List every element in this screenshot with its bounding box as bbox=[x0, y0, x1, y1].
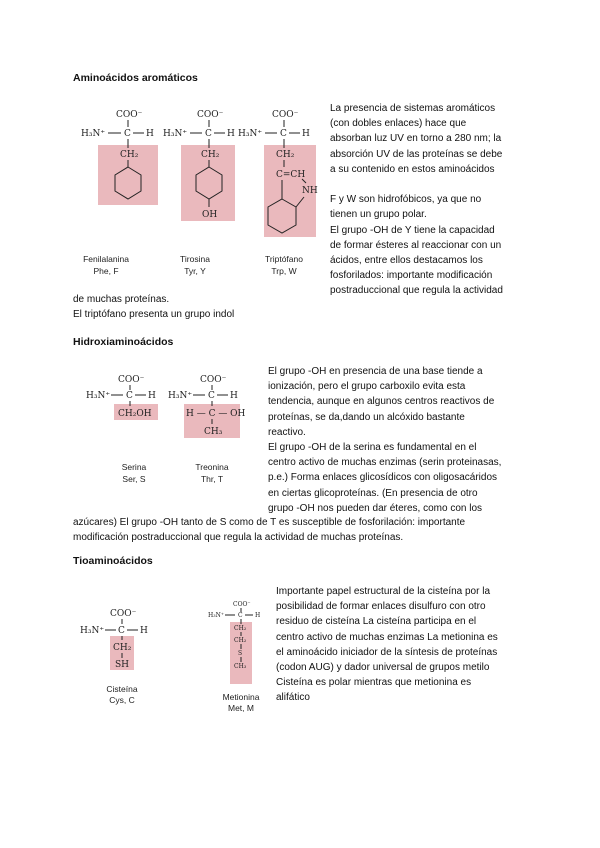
chem-text: COO⁻ bbox=[233, 601, 251, 608]
chem-text: H₃N⁺ bbox=[163, 129, 188, 139]
text-line: El grupo -OH en presencia de una base tiende a bbox=[268, 366, 483, 377]
indole-nh-label: NH bbox=[302, 186, 318, 196]
structure-tyrosine bbox=[163, 110, 235, 221]
chem-text: Met, M bbox=[228, 703, 254, 713]
structure-threonine bbox=[168, 375, 246, 438]
chem-text: COO⁻ bbox=[200, 375, 227, 385]
chem-text: H₃N⁺ bbox=[238, 129, 263, 139]
chem-text: C bbox=[238, 612, 243, 619]
chem-text: Treonina bbox=[195, 462, 229, 472]
text-line: F y W son hidrofóbicos, ya que no bbox=[330, 194, 482, 206]
chem-text: H bbox=[148, 391, 156, 401]
hydroxy-continuation bbox=[73, 515, 465, 545]
chem-text: Metionina bbox=[222, 692, 260, 702]
thiol-label: SH bbox=[115, 660, 130, 670]
structure-cysteine bbox=[80, 609, 148, 670]
text-line: postraduccional que regula la actividad bbox=[330, 285, 503, 297]
aromatic-structures bbox=[78, 103, 328, 288]
structure-serine bbox=[86, 375, 158, 420]
chem-text: H bbox=[230, 391, 238, 401]
text-line: el aminoácido iniciador de la síntesis de proteínas bbox=[276, 646, 498, 658]
carboxylate-label: COO⁻ bbox=[116, 110, 143, 120]
aromatic-paragraph bbox=[330, 101, 503, 299]
methylene-label: CH₂ bbox=[120, 150, 139, 160]
methyl-label: CH₃ bbox=[204, 427, 223, 437]
structure-tryptophan bbox=[238, 110, 318, 237]
text-line: residuo de cisteína La cisteína participa en el bbox=[276, 616, 477, 628]
structure-methionine bbox=[208, 601, 260, 684]
text-line: azúcares) El grupo -OH tanto de S como de T es susceptible de fosforilación: importante bbox=[73, 517, 466, 528]
chem-text: H bbox=[140, 626, 148, 636]
chem-text: H₃N⁺ bbox=[86, 391, 111, 401]
text-line: posibilidad de formar enlaces disulfuro con otro bbox=[276, 601, 486, 613]
text-line: en ciertas glicoproteínas. (En presencia de otro bbox=[268, 487, 478, 499]
side-chain-label: H — C — OH bbox=[186, 409, 246, 419]
chem-text: H bbox=[302, 129, 310, 139]
chem-text: COO⁻ bbox=[272, 110, 299, 120]
chem-text: COO⁻ bbox=[118, 375, 145, 385]
section-title-aromatic: Aminoácidos aromáticos bbox=[73, 72, 198, 84]
text-line: centro activo de muchas enzimas (serin proteinasas, bbox=[268, 457, 502, 469]
amino-label: H₃N⁺ bbox=[81, 129, 106, 139]
text-line: reactivo. bbox=[268, 426, 306, 438]
text-line: de muchas proteínas. bbox=[73, 294, 170, 305]
hydroxyl-label: OH bbox=[202, 210, 218, 220]
caption-name: Tirosina bbox=[180, 254, 210, 264]
caption-code: Trp, W bbox=[271, 266, 297, 276]
chem-text: H₃N⁺ bbox=[168, 391, 193, 401]
section-title-thio: Tioaminoácidos bbox=[73, 555, 153, 567]
chem-text: H bbox=[255, 612, 261, 619]
text-line: (con dobles enlaces) hace que bbox=[330, 118, 467, 130]
text-line: de formar ésteres al reaccionar con un bbox=[330, 239, 502, 251]
side-chain-label: CH₂OH bbox=[118, 409, 152, 419]
text-line: (codon AUG) y dador universal de grupos metilo bbox=[276, 662, 490, 674]
hydroxy-structures bbox=[84, 370, 264, 495]
text-line: El grupo -OH de Y tiene la capacidad bbox=[330, 224, 495, 236]
chem-text: Thr, T bbox=[200, 474, 224, 484]
text-line: La presencia de sistemas aromáticos bbox=[330, 103, 496, 114]
chem-text: CH₂ bbox=[276, 150, 295, 160]
text-line: a su contenido en estos aminoácidos bbox=[330, 163, 495, 175]
text-line bbox=[330, 177, 503, 192]
chem-text: Cisteína bbox=[106, 684, 138, 694]
text-line: ácidos, entre ellos destacamos los bbox=[330, 255, 483, 267]
hydrogen-label: H bbox=[146, 129, 154, 139]
chem-text: C bbox=[126, 391, 133, 401]
text-line: Importante papel estructural de la cisteína por la bbox=[276, 586, 491, 597]
chem-text: Ser, S bbox=[122, 474, 146, 484]
text-line: El grupo -OH de la serina es fundamental en el bbox=[268, 442, 477, 454]
chem-text: Cys, C bbox=[109, 695, 135, 705]
section-title-hydroxy: Hidroxiaminoácidos bbox=[73, 336, 174, 348]
chem-text: COO⁻ bbox=[197, 110, 224, 120]
text-line: proteínas, se da,dando un alcóxido bastante bbox=[268, 411, 465, 423]
chem-text: CH₂ bbox=[113, 643, 132, 653]
chem-text: CH₂ bbox=[201, 150, 220, 160]
text-line: p.e.) Forma enlaces glicosídicos con oligosacáridos bbox=[268, 472, 497, 484]
indole-double-bond-label: C=CH bbox=[276, 170, 306, 180]
chem-text: H₃N⁺ bbox=[80, 626, 105, 636]
text-line: ionización, pero el grupo carboxilo evita esta bbox=[268, 381, 466, 393]
hydroxy-paragraph bbox=[268, 364, 501, 516]
text-line: grupo -OH nos pueden dar éteres, como con los bbox=[268, 502, 483, 514]
caption-code: Tyr, Y bbox=[184, 266, 206, 276]
chem-text: H bbox=[227, 129, 235, 139]
text-line: fosforilados: importante modificación bbox=[330, 270, 493, 282]
chem-text: C bbox=[205, 129, 212, 139]
chem-text: H₃N⁺ bbox=[208, 612, 225, 619]
chem-text: CH₂ bbox=[234, 637, 247, 644]
chem-text: Serina bbox=[121, 462, 147, 472]
aromatic-continuation bbox=[73, 292, 234, 322]
caption-name: Fenilalanina bbox=[83, 254, 129, 264]
chem-text: C bbox=[208, 391, 215, 401]
text-line: alifático bbox=[276, 692, 310, 704]
text-line: absorban luz UV en torno a 280 nm; la bbox=[330, 133, 502, 145]
text-line: Cisteína es polar mientras que metionina es bbox=[276, 677, 472, 689]
text-line: tienen un grupo polar. bbox=[330, 209, 427, 221]
alpha-carbon-label: C bbox=[124, 129, 131, 139]
text-line: centro activo de muchas enzimas La metionina es bbox=[276, 631, 498, 643]
text-line: tendencia, aunque en algunos centros reactivos de bbox=[268, 396, 495, 408]
chem-text: CH₂ bbox=[234, 625, 247, 632]
thio-structures bbox=[80, 600, 270, 713]
thio-paragraph bbox=[276, 584, 498, 706]
text-line: modificación postraduccional que regula la actividad de muchas proteínas. bbox=[73, 532, 404, 544]
chem-text: COO⁻ bbox=[110, 609, 137, 619]
text-line: El triptófano presenta un grupo indol bbox=[73, 309, 235, 321]
chem-text: CH₃ bbox=[234, 663, 247, 670]
structure-phenylalanine bbox=[81, 110, 158, 205]
chem-text: C bbox=[118, 626, 125, 636]
chem-text: C bbox=[280, 129, 287, 139]
caption-code: Phe, F bbox=[93, 266, 119, 276]
sulfur-label: S bbox=[238, 650, 243, 657]
text-line: absorción UV de las proteínas se debe bbox=[330, 148, 503, 160]
caption-name: Triptófano bbox=[265, 254, 303, 264]
